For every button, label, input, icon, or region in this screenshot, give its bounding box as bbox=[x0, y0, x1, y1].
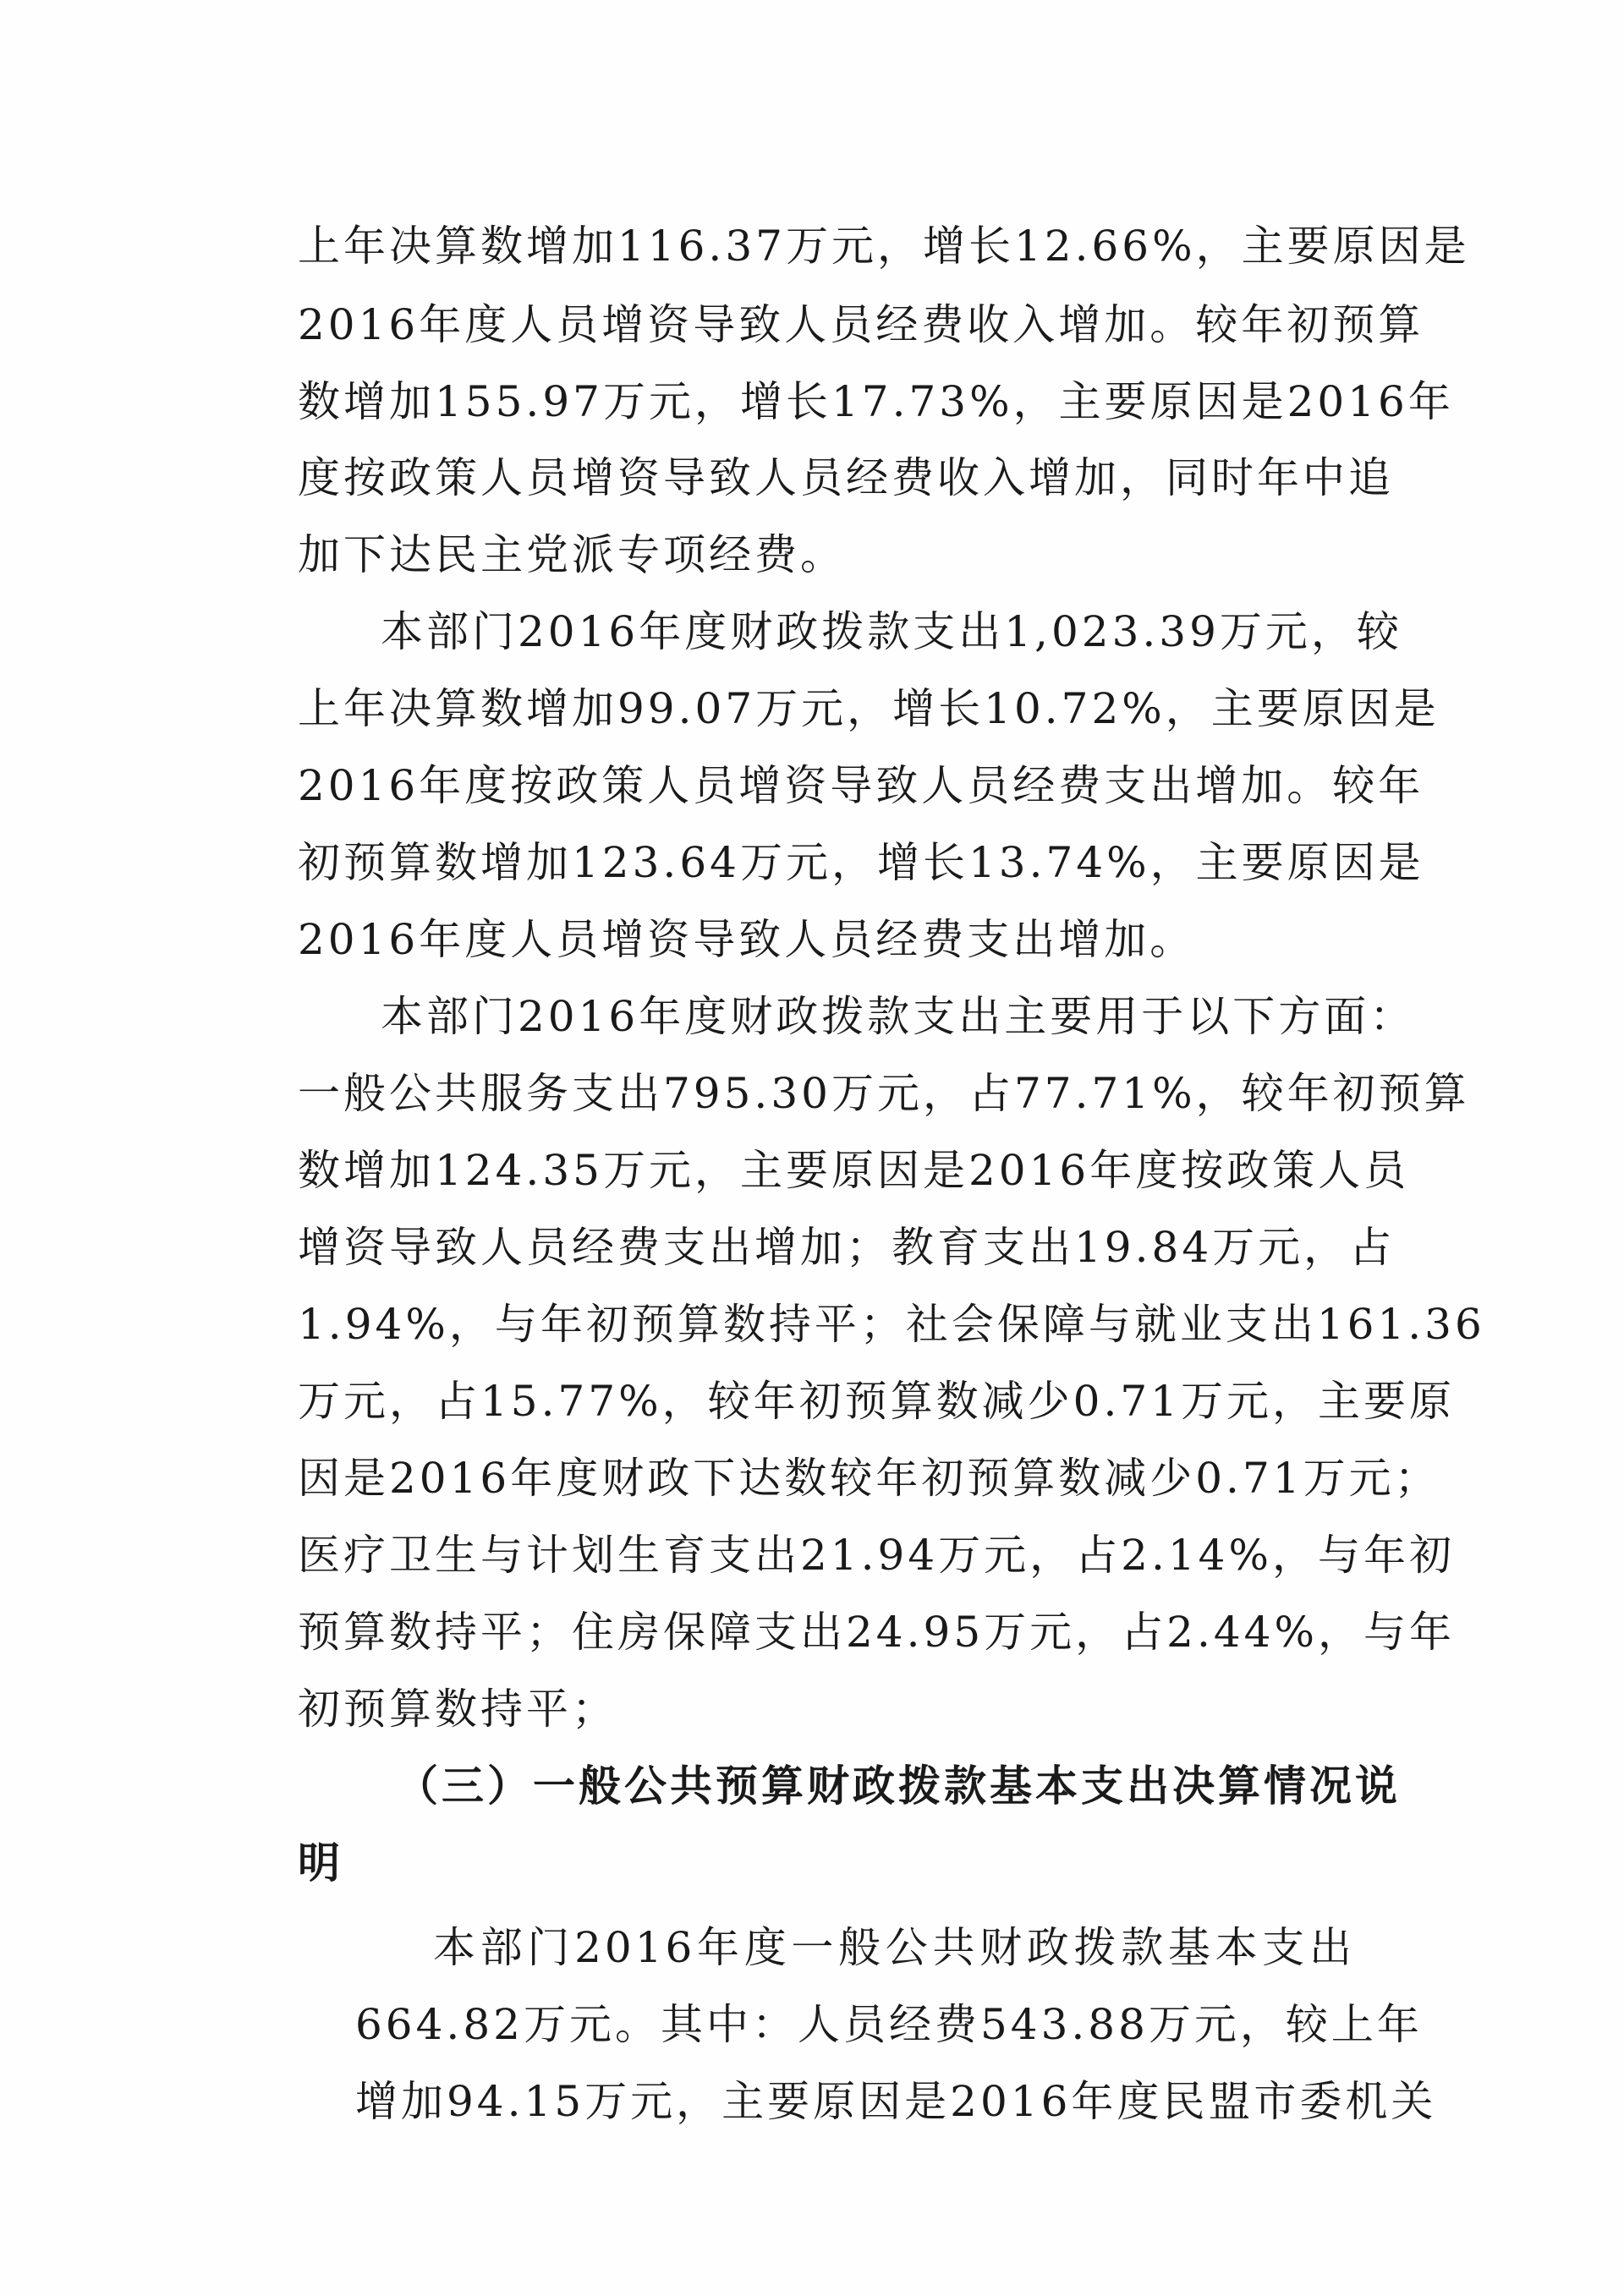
text-line-7: 上年决算数增加99.07万元，增长10.72%，主要原因是 bbox=[298, 684, 1440, 733]
text-line-25: 增加94.15万元，主要原因是2016年度民盟市委机关 bbox=[355, 2077, 1437, 2126]
text-line-9: 初预算数增加123.64万元，增长13.74%，主要原因是 bbox=[298, 838, 1424, 887]
text-line-20: 初预算数持平； bbox=[298, 1685, 617, 1734]
text-line-13: 数增加124.35万元，主要原因是2016年度按政策人员 bbox=[298, 1146, 1410, 1195]
text-line-17: 因是2016年度财政下达数较年初预算数减少0.71万元； bbox=[298, 1454, 1440, 1503]
text-line-1: 上年决算数增加116.37万元，增长12.66%，主要原因是 bbox=[298, 222, 1470, 271]
text-line-19: 预算数持平；住房保障支出24.95万元，占2.44%，与年 bbox=[298, 1608, 1455, 1657]
text-line-5: 加下达民主党派专项经费。 bbox=[298, 530, 846, 579]
section-heading: （三）一般公共预算财政拨款基本支出决算情况说 bbox=[396, 1761, 1401, 1811]
text-line-12: 一般公共服务支出795.30万元，占77.71%，较年初预算 bbox=[298, 1069, 1470, 1118]
paragraph-start-line-23: 本部门2016年度一般公共财政拨款基本支出 bbox=[433, 1923, 1355, 1972]
paragraph-start-line-6: 本部门2016年度财政拨款支出1,023.39万元，较 bbox=[381, 607, 1402, 656]
text-line-10: 2016年度人员增资导致人员经费支出增加。 bbox=[298, 915, 1196, 964]
text-line-14: 增资导致人员经费支出增加；教育支出19.84万元，占 bbox=[298, 1223, 1396, 1272]
section-heading-continued: 明 bbox=[298, 1838, 343, 1888]
paragraph-start-line-11: 本部门2016年度财政拨款支出主要用于以下方面： bbox=[381, 992, 1416, 1041]
text-line-15: 1.94%，与年初预算数持平；社会保障与就业支出161.36 bbox=[298, 1300, 1485, 1349]
text-line-16: 万元，占15.77%，较年初预算数减少0.71万元，主要原 bbox=[298, 1377, 1455, 1426]
text-line-24: 664.82万元。其中：人员经费543.88万元，较上年 bbox=[355, 2000, 1423, 2049]
text-line-8: 2016年度按政策人员增资导致人员经费支出增加。较年 bbox=[298, 761, 1424, 810]
text-line-2: 2016年度人员增资导致人员经费收入增加。较年初预算 bbox=[298, 300, 1424, 349]
text-line-4: 度按政策人员增资导致人员经费收入增加，同时年中追 bbox=[298, 453, 1394, 502]
text-line-18: 医疗卫生与计划生育支出21.94万元，占2.14%，与年初 bbox=[298, 1531, 1455, 1580]
text-line-3: 数增加155.97万元，增长17.73%，主要原因是2016年 bbox=[298, 377, 1454, 426]
